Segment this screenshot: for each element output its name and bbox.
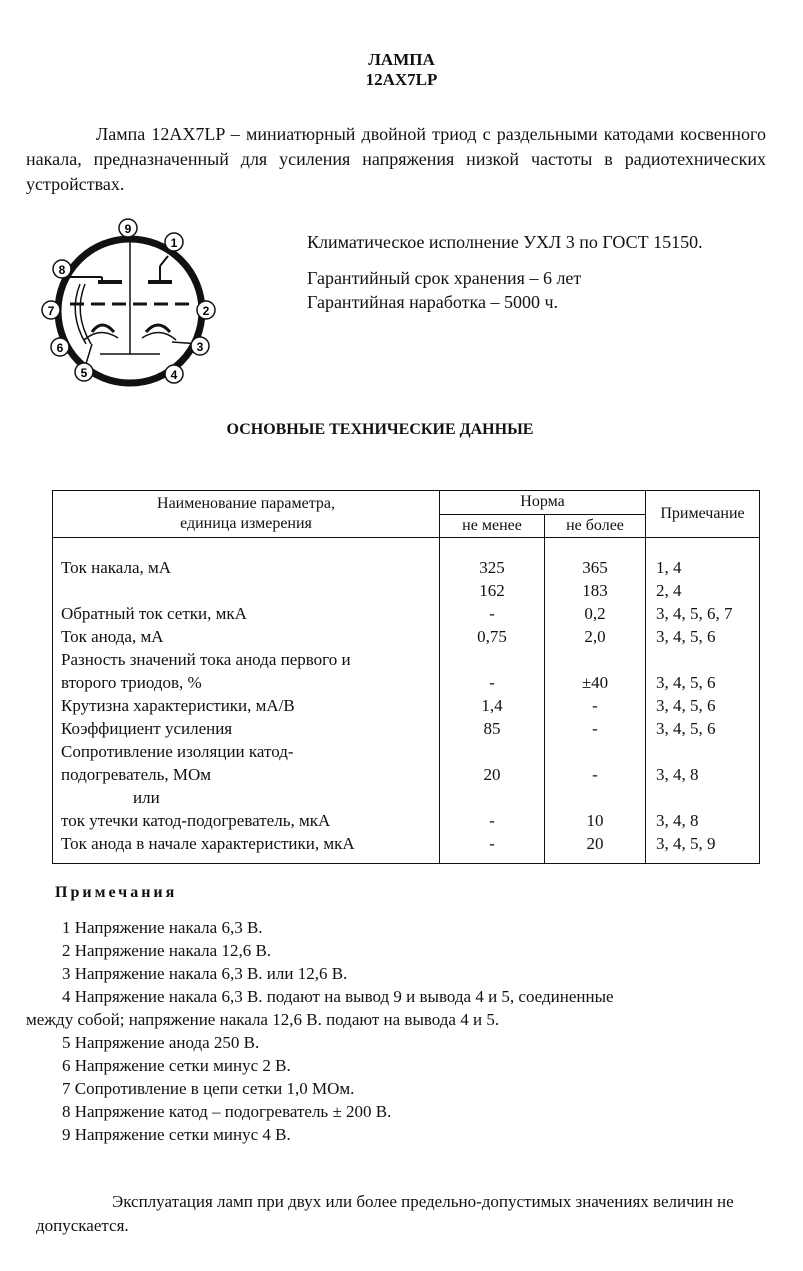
document-title: ЛАМПА <box>368 50 435 69</box>
operating-spec: Гарантийная наработка – 5000 ч. <box>307 292 559 312</box>
notes-title: Примечания <box>55 884 178 901</box>
header-max: не более <box>545 514 646 538</box>
intro-paragraph <box>26 122 766 197</box>
table-cell-note: 3, 4, 5, 6, 7 <box>656 604 733 623</box>
heater-left <box>92 325 114 332</box>
table-cell-name: второго триодов, % <box>61 673 202 692</box>
table-cell-max: 183 <box>582 581 608 600</box>
pin-7 <box>42 301 60 319</box>
header-parameter: Наименование параметра, единица измерения <box>53 491 440 538</box>
table-cell-note: 2, 4 <box>656 581 682 600</box>
pin-6 <box>51 338 69 356</box>
svg-text:7: 7 <box>47 304 55 318</box>
table-cell-max: 10 <box>586 811 604 830</box>
climate-spec: Климатическое исполнение УХЛ 3 по ГОСТ 15150. <box>307 232 703 252</box>
tube-model-title: 12AX7LP <box>365 70 438 89</box>
table-cell-name: Обратный ток сетки, мкА <box>61 604 247 623</box>
table-cell-note: 3, 4, 5, 6 <box>656 696 716 715</box>
note-item: 9 Напряжение сетки минус 4 В. <box>62 1125 291 1144</box>
table-cell-min: 325 <box>479 558 505 577</box>
note-item: 7 Сопротивление в цепи сетки 1,0 МОм. <box>62 1079 355 1098</box>
table-cell-min: - <box>489 811 495 830</box>
svg-text:9: 9 <box>124 222 132 236</box>
table-cell-note <box>656 786 759 809</box>
table-cell-name: Ток анода, мА <box>61 627 164 646</box>
table-cell-min <box>440 740 544 763</box>
table-cell-name: или <box>133 788 160 807</box>
pin-2 <box>197 301 215 319</box>
table-cell-max: 20 <box>586 834 604 853</box>
note-item: 5 Напряжение анода 250 В. <box>62 1033 260 1052</box>
table-cell-name: ток утечки катод-подогреватель, мкА <box>61 811 331 830</box>
table-cell-min <box>440 648 544 671</box>
table-cell-max: - <box>592 765 598 784</box>
table-cell-min: 1,4 <box>481 696 503 715</box>
table-cell-max <box>545 740 645 763</box>
table-cell-name: Ток накала, мА <box>61 558 172 577</box>
pin-5 <box>75 363 93 381</box>
table-cell-note <box>656 740 759 763</box>
min-value-column <box>440 538 545 864</box>
svg-text:5: 5 <box>80 366 88 380</box>
tube-pinout-diagram <box>40 214 230 389</box>
svg-text:2: 2 <box>202 304 210 318</box>
param-name-column <box>53 538 440 864</box>
note-item: 1 Напряжение накала 6,3 В. <box>62 918 263 937</box>
table-cell-min: 20 <box>483 765 501 784</box>
note-column <box>646 538 760 864</box>
table-cell-min <box>440 786 544 809</box>
table-cell-max: ±40 <box>581 673 609 692</box>
table-cell-min: - <box>489 604 495 623</box>
table-cell-note: 3, 4, 5, 6 <box>656 673 716 692</box>
svg-text:3: 3 <box>196 340 204 354</box>
svg-text:6: 6 <box>56 341 64 355</box>
table-cell-name <box>61 579 439 602</box>
pin-4 <box>165 365 183 383</box>
table-cell-min: 85 <box>483 719 501 738</box>
table-cell-min: 0,75 <box>477 627 507 646</box>
table-cell-note: 3, 4, 8 <box>656 811 699 830</box>
table-cell-max: - <box>592 719 598 738</box>
table-cell-min: 162 <box>479 581 505 600</box>
table-cell-name: Разность значений тока анода первого и <box>61 650 351 669</box>
table-cell-note: 3, 4, 5, 9 <box>656 834 716 853</box>
parameters-table <box>52 490 760 864</box>
max-value-column <box>545 538 646 864</box>
svg-text:8: 8 <box>58 263 66 277</box>
note-item: 2 Напряжение накала 12,6 В. <box>62 941 272 960</box>
pin-9 <box>119 219 137 237</box>
table-cell-note: 3, 4, 5, 6 <box>656 627 716 646</box>
footer-paragraph <box>36 1190 756 1238</box>
table-cell-name: Коэффициент усиления <box>61 719 233 738</box>
svg-text:1: 1 <box>170 236 178 250</box>
header-min: не менее <box>440 514 545 538</box>
note-item: 8 Напряжение катод – подогреватель ± 200 В. <box>62 1102 392 1121</box>
table-cell-note <box>656 648 759 671</box>
table-cell-max: 2,0 <box>584 627 606 646</box>
note-item: 4 Напряжение накала 6,3 В. подают на вывод 9 и вывода 4 и 5, соединенные <box>62 987 614 1006</box>
note-item: 6 Напряжение сетки минус 2 В. <box>62 1056 291 1075</box>
table-cell-note: 3, 4, 8 <box>656 765 699 784</box>
intro-text: Лампа 12AX7LP – миниатюрный двойной триод с раздельными катодами косвенного накала, предназначенный для усиления напряжения низкой частоты в радиотехнических устройствах. <box>26 124 766 194</box>
table-cell-max <box>545 648 645 671</box>
note-item: 3 Напряжение накала 6,3 В. или 12,6 В. <box>62 964 348 983</box>
table-cell-max: 365 <box>582 558 608 577</box>
table-cell-min: - <box>489 673 495 692</box>
header-norm: Норма <box>440 491 646 515</box>
pin-8 <box>53 260 71 278</box>
header-note: Примечание <box>646 491 760 538</box>
note-item: между собой; напряжение накала 12,6 В. подают на вывода 4 и 5. <box>26 1010 500 1029</box>
footer-text: Эксплуатация ламп при двух или более предельно-допустимых значениях величин не допускается. <box>36 1192 734 1235</box>
notes-list <box>26 916 771 1146</box>
heater-right <box>146 325 170 332</box>
table-cell-name: подогреватель, МОм <box>61 765 212 784</box>
table-cell-max <box>545 786 645 809</box>
table-cell-max: 0,2 <box>584 604 606 623</box>
pin-3 <box>191 337 209 355</box>
table-cell-name: Сопротивление изоляции катод- <box>61 742 294 761</box>
svg-text:4: 4 <box>170 368 178 382</box>
storage-spec: Гарантийный срок хранения – 6 лет <box>307 268 582 288</box>
table-cell-note: 1, 4 <box>656 558 682 577</box>
table-cell-note: 3, 4, 5, 6 <box>656 719 716 738</box>
table-cell-name: Крутизна характеристики, мА/В <box>61 696 295 715</box>
table-cell-name: Ток анода в начале характеристики, мкА <box>61 834 355 853</box>
pin-1 <box>165 233 183 251</box>
table-cell-min: - <box>489 834 495 853</box>
table-cell-max: - <box>592 696 598 715</box>
section-title: ОСНОВНЫЕ ТЕХНИЧЕСКИЕ ДАННЫЕ <box>226 421 534 438</box>
